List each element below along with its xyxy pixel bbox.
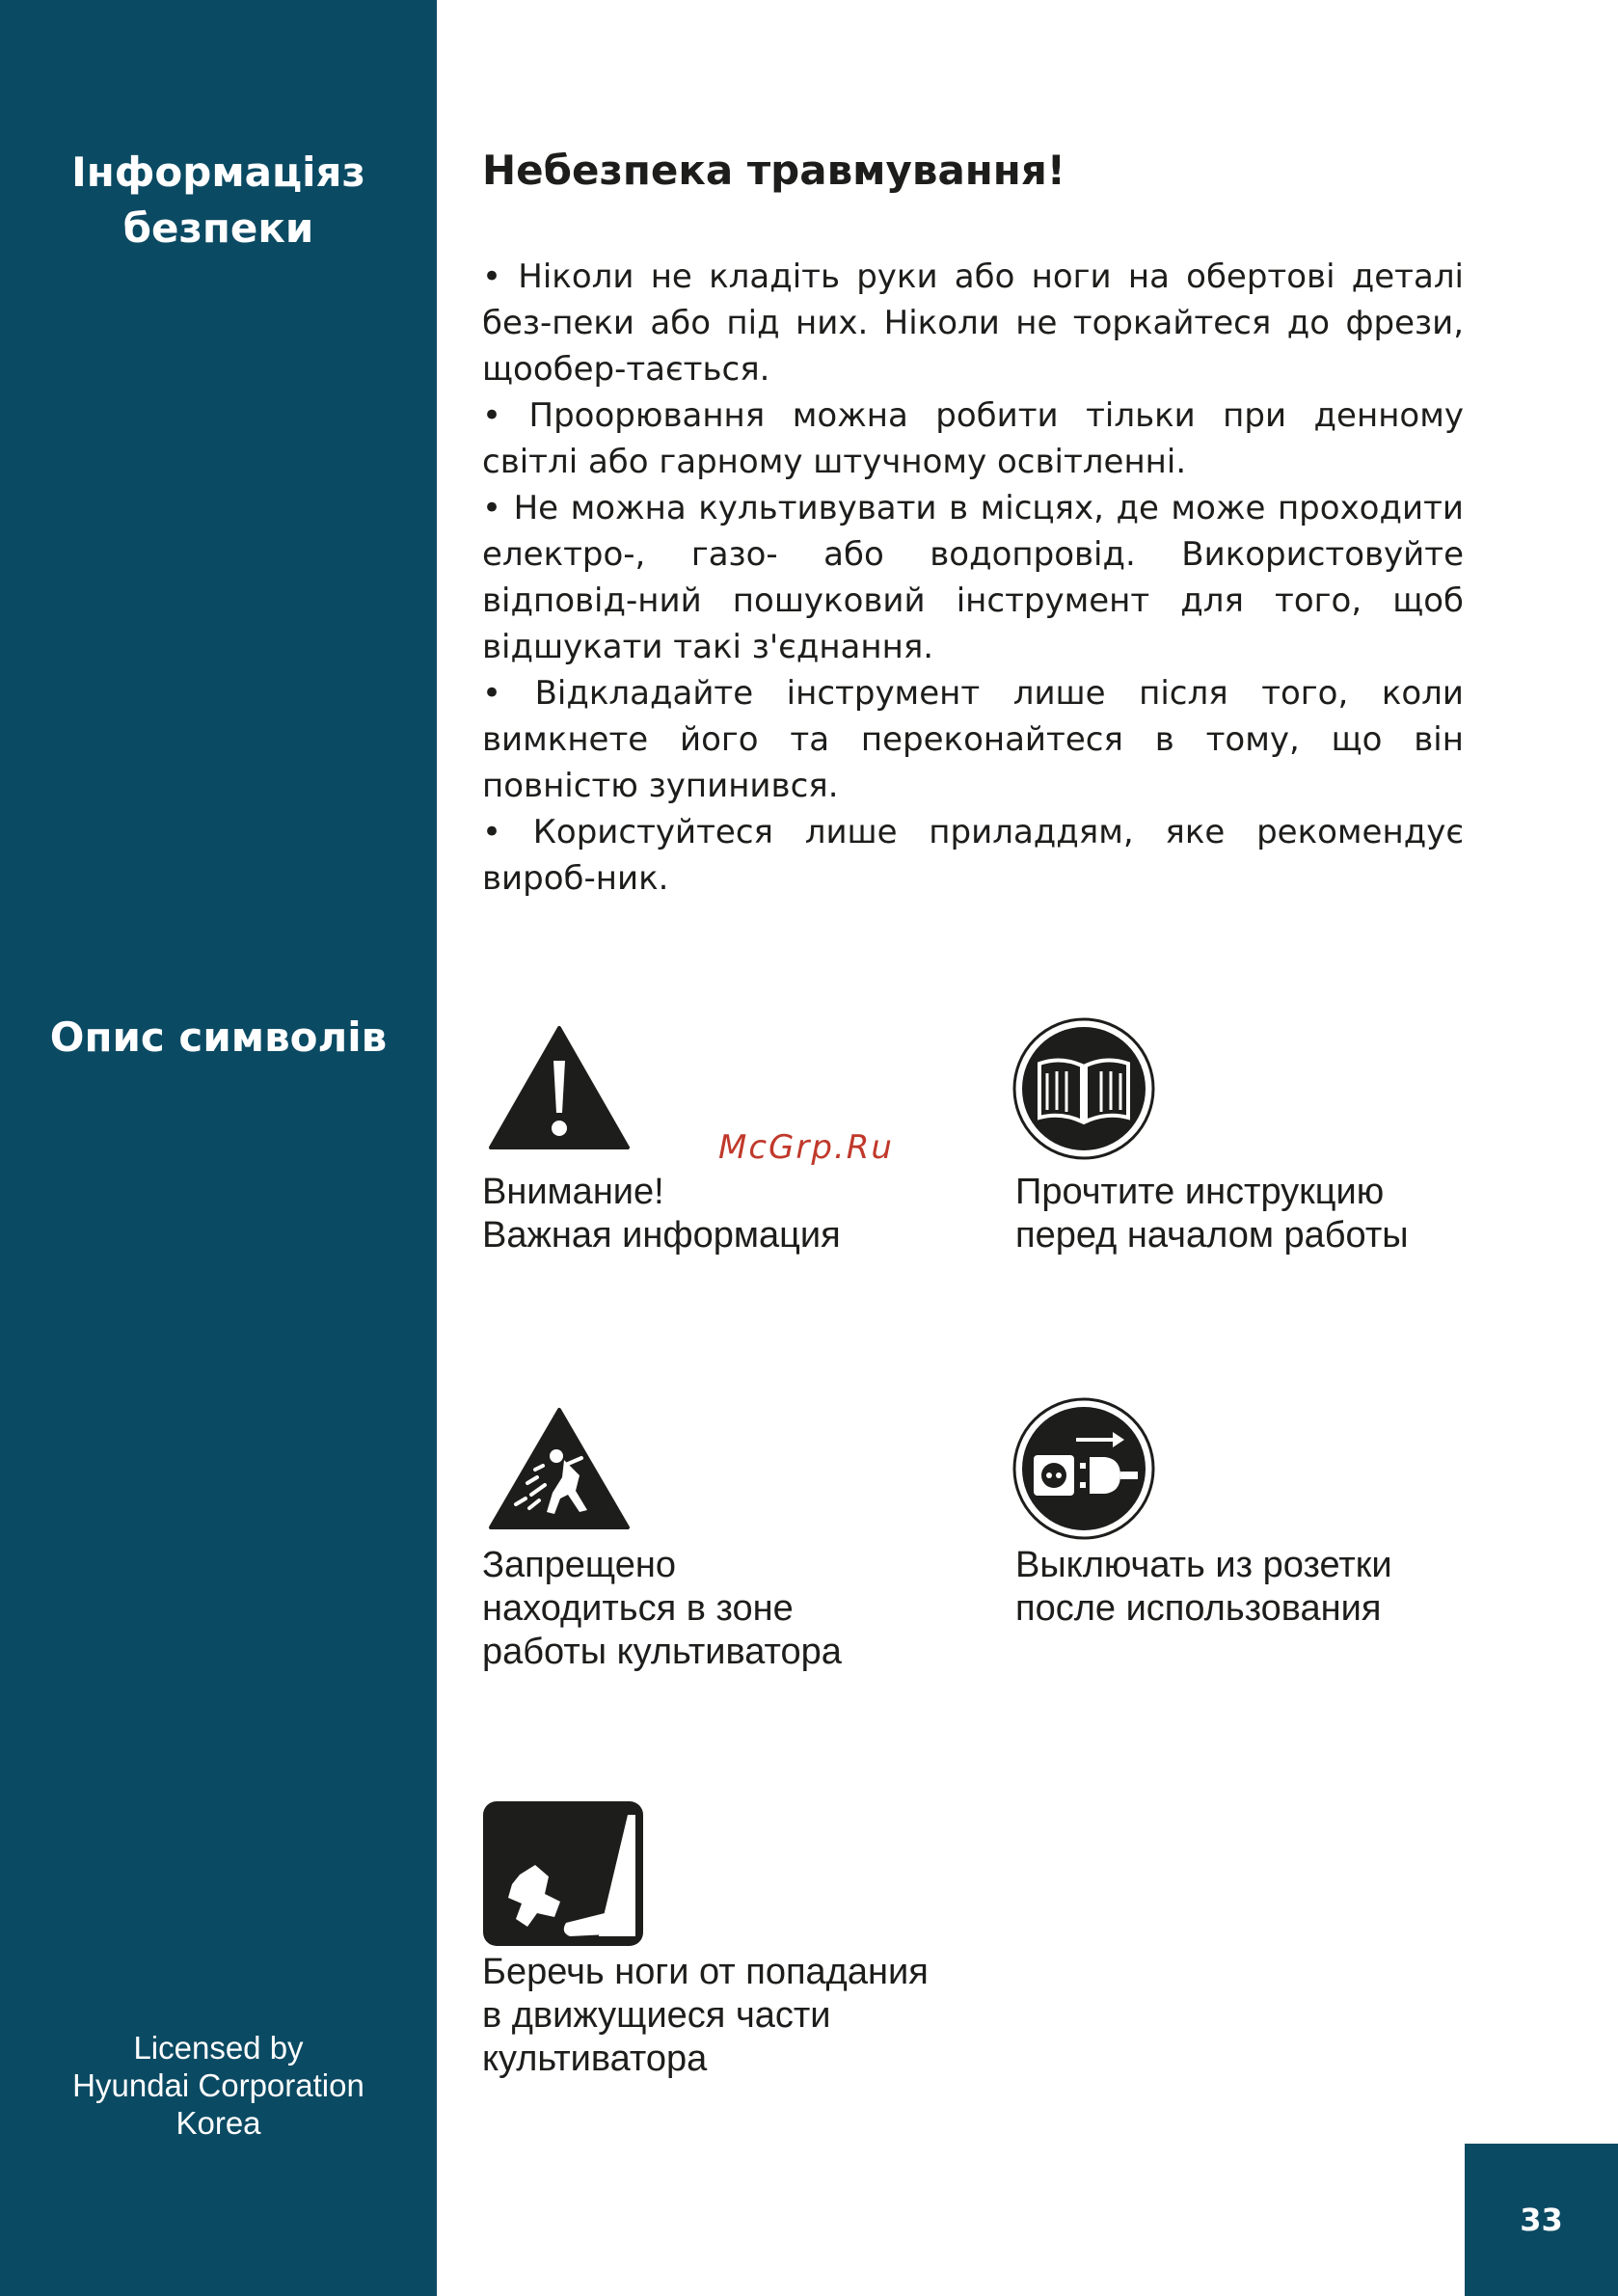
bullet-4: • Відкладайте інструмент лише після того, коли вимкнете його та переконайтеся в тому, що він повністю зупинився. [482,674,1464,805]
safety-title-line-2: безпеки [122,204,314,252]
symbol-caption-4 [1015,1544,1392,1631]
caption-line: Важная информация [482,1215,841,1256]
license-line-3: Korea [175,2105,261,2141]
caption-line: культиватора [482,2039,708,2079]
license-line-1: Licensed by [133,2030,304,2066]
keep-away-icon [487,1406,632,1531]
bullet-1: • Ніколи не кладіть руки або ноги на обертові деталі без-пеки або під них. Ніколи не торкайтеся до фрези, щообер-тається. [482,257,1464,389]
caption-line: в движущиеся части [482,1995,831,2036]
watermark: McGrp.Ru [718,1128,894,1167]
caption-line: после использования [1015,1588,1382,1629]
symbol-caption-1 [482,1171,841,1257]
page-number: 33 [1465,2144,1618,2296]
sidebar-section-title-safety [0,145,437,257]
license-line-2: Hyundai Corporation [72,2067,364,2103]
caption-line: находиться в зоне [482,1588,794,1629]
unplug-icon [1012,1397,1155,1540]
caption-line: Запрещено [482,1545,677,1585]
caption-line: Выключать из розетки [1015,1545,1392,1585]
read-manual-icon [1012,1017,1155,1160]
safety-instructions [482,254,1464,902]
caption-line: перед началом работы [1015,1215,1409,1256]
bullet-3: • Не можна культивувати в місцях, де може проходити електро-, газо- або водопровід. Використовуйте відповід-ний пошуковий інструмент для того, щоб відшукати такі з'єднання. [482,489,1464,666]
license-text [0,2029,437,2142]
caption-line: Беречь ноги от попадания [482,1952,929,1992]
caption-line: Прочтите инструкцию [1015,1172,1385,1212]
symbol-caption-3 [482,1544,842,1674]
symbol-caption-2 [1015,1171,1409,1257]
bullet-2: • Проорювання можна робити тільки при денному світлі або гарному штучному освітленні. [482,396,1464,481]
sidebar [0,0,437,2296]
warning-triangle-icon [487,1024,632,1151]
symbol-caption-5 [482,1951,929,2081]
protect-feet-icon [481,1799,645,1948]
caption-line: работы культиватора [482,1632,842,1672]
page-title: Небезпека травмування! [482,147,1065,194]
caption-line: Внимание! [482,1172,664,1212]
safety-title-line-1: Інформаціяз [71,149,365,196]
sidebar-section-title-symbols: Опис символів [49,1013,388,1061]
bullet-5: • Користуйтеся лише приладдям, яке рекомендує вироб-ник. [482,813,1464,898]
